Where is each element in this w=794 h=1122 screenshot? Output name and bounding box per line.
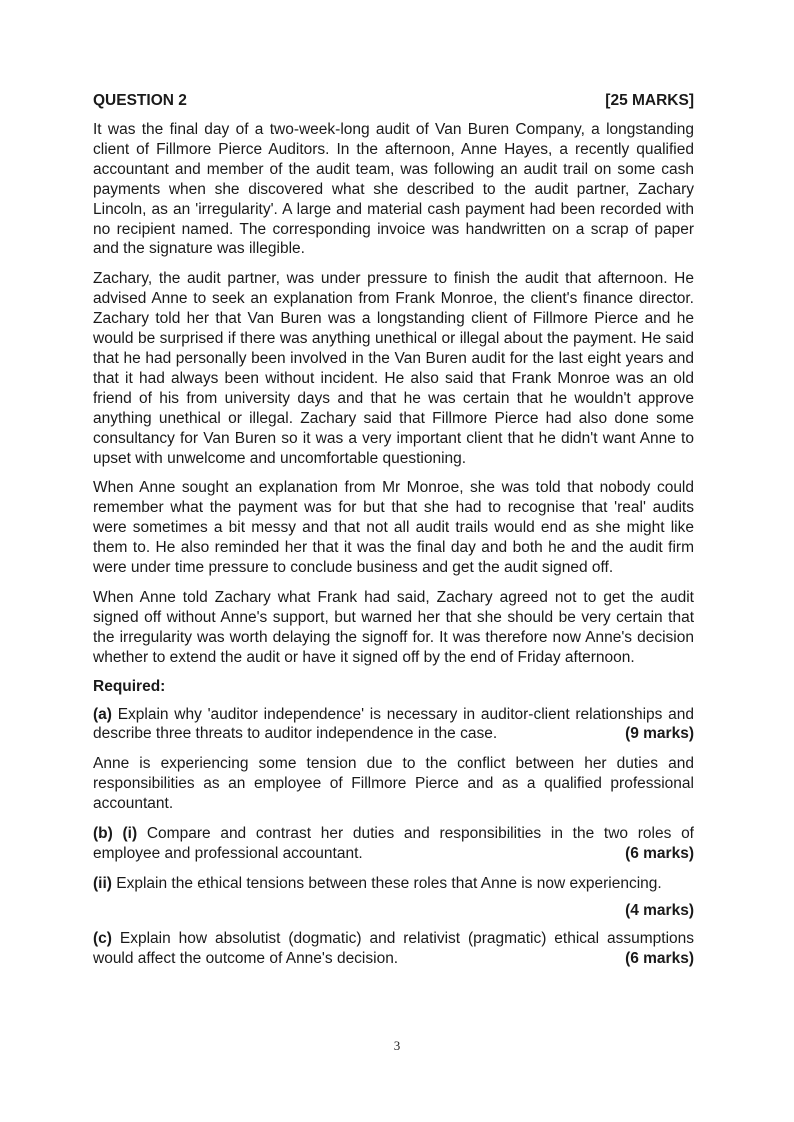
question-c [93, 929, 694, 969]
case-paragraph-1: It was the final day of a two-week-long audit of Van Buren Company, a longstanding client of Fillmore Pierce Auditors. In the afternoon, Anne Hayes, a recently qualified accountant and member of the audit team, was following an audit trail on some cash payments when she discovered what she described to the audit partner, Zachary Lincoln, as an 'irregularity'. A large and material cash payment had been recorded with no recipient named. The corresponding invoice was handwritten on a scrap of paper and the signature was illegible. [93, 121, 694, 258]
question-c-label: (c) [93, 929, 112, 947]
question-b-ii-text: Explain the ethical tensions between these roles that Anne is now experiencing. [116, 874, 662, 892]
exam-page [93, 92, 694, 979]
question-b-i-text: Compare and contrast her duties and responsibilities in the two roles of employee and professional accountant. [93, 825, 694, 862]
total-marks: [25 MARKS] [605, 92, 694, 109]
case-paragraph-3: When Anne sought an explanation from Mr Monroe, she was told that nobody could remember what the payment was for but that she had to recognise that 'real' audits were sometimes a bit messy and that not all audit trails would end as she might like them to. He also reminded her that it was the final day and both he and the audit firm were under time pressure to conclude business and get the audit signed off. [93, 479, 694, 577]
question-a-label: (a) [93, 705, 112, 723]
question-b-ii-marks: (4 marks) [625, 901, 694, 919]
question-c-marks: (6 marks) [625, 949, 694, 967]
question-b-ii-label: (ii) [93, 874, 112, 892]
case-paragraph-2: Zachary, the audit partner, was under pressure to finish the audit that afternoon. He advised Anne to seek an explanation from Frank Monroe, the client's finance director. Zachary told her that Van Buren was a longstanding client of Fillmore Pierce and he would be surprised if there was anything unethical or illegal about the payment. He said that he had personally been involved in the Van Buren audit for the last eight years and that it had always been without incident. He also said that Frank Monroe was an old friend of his from university days and that he was certain that he wouldn't approve anything unethical or illegal. Zachary said that Fillmore Pierce had also done some consultancy for Van Buren so it was a very important client that he didn't want Anne to upset with unwelcome and uncomfortable questioning. [93, 270, 694, 467]
question-header [93, 92, 694, 110]
question-a-text: Explain why 'auditor independence' is necessary in auditor-client relationships and describe three threats to auditor independence in the case. [93, 705, 695, 743]
question-b-intro: Anne is experiencing some tension due to the conflict between her duties and responsibilities as an employee of Fillmore Pierce and as a qualified professional accountant. [93, 755, 694, 813]
question-b-i-label: (b) (i) [93, 825, 138, 843]
question-a [93, 705, 694, 745]
case-paragraph-4: When Anne told Zachary what Frank had said, Zachary agreed not to get the audit signed off without Anne's support, but warned her that she should be very certain that the irregularity was worth delaying the signoff for. It was therefore now Anne's decision whether to extend the audit or have it signed off by the end of Friday afternoon. [93, 588, 694, 666]
question-a-marks: (9 marks) [625, 725, 694, 743]
page-number: 3 [393, 1038, 401, 1053]
question-title: QUESTION 2 [93, 92, 187, 109]
question-b-i [93, 824, 694, 864]
question-b-ii [93, 874, 694, 894]
question-c-text: Explain how absolutist (dogmatic) and relativist (pragmatic) ethical assumptions would affect the outcome of Anne's decision. [93, 929, 695, 967]
required-label: Required: [93, 677, 166, 695]
question-b-i-marks: (6 marks) [625, 845, 694, 862]
